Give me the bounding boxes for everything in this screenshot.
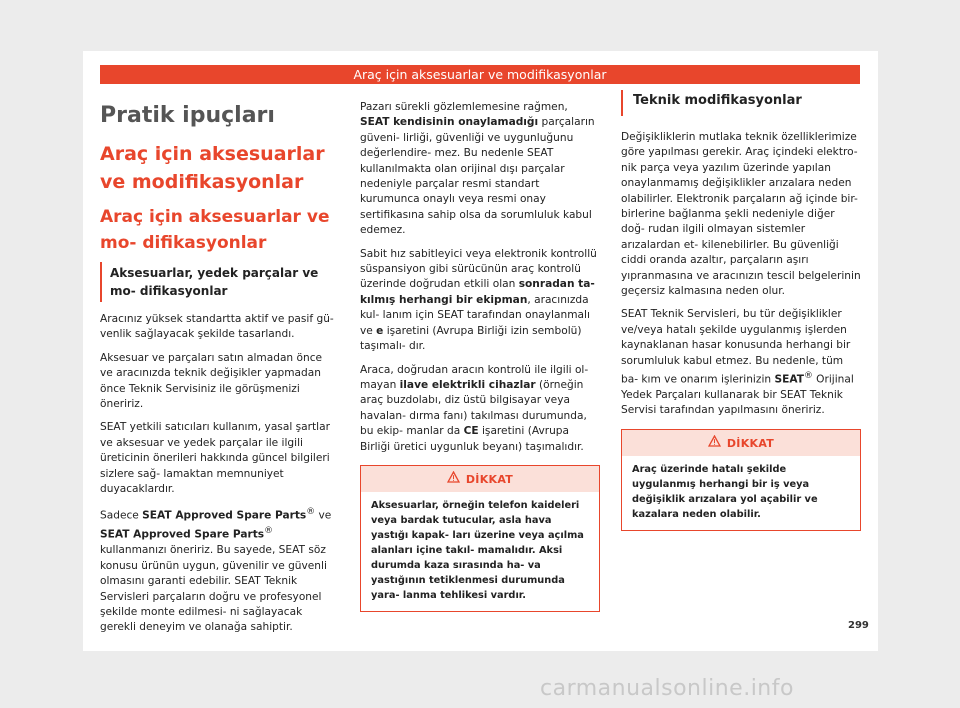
warning-box: [621, 429, 861, 531]
warning-triangle-icon: [447, 471, 460, 487]
paragraph: Değişikliklerin mutlaka teknik özelliklerimize göre yapılması gerekir. Araç içindeki elektro- nik parça veya yazılım üzerinde yapılan onaylanmamış değişiklikler arızalara neden olabilirler. Elektronik parçaların ağ içinde bir- birlerine bağlanma şekli nedeniyle diğer doğ- rudan ilgili olmayan sistemler arızalardan et- kilenebilirler. Bu güvenliği ciddi oranda azaltır, parçaların aşırı yıpranmasına ve aracınızın tescil belgelerinin geçersiz kalmasına neden olur.: [621, 131, 861, 298]
chapter-title: Araç için aksesuarlar ve modifikasyonlar: [353, 67, 607, 82]
page-number: 299: [848, 620, 869, 631]
paragraph: SEAT Teknik Servisleri, bu tür değişiklikler ve/veya hatalı şekilde uygulanmış işlerden kaynaklanan hasar konusunda herhangi bir sorumluluk kabul etmez. Bu nedenle, tüm ba- kım ve onarım işlerinizin SEAT® Orijinal Yedek Parçaları kullanarak bir SEAT Teknik Servisi tarafından yapılmasını öneririz.: [621, 308, 854, 417]
warning-title: DİKKAT: [726, 436, 775, 450]
topic-heading-spare-parts: Aksesuarlar, yedek parçalar ve mo- difikasyonlar: [100, 262, 338, 302]
warning-box: [360, 465, 600, 612]
paragraph: Sabit hız sabitleyici veya elektronik kontrollü süspansiyon gibi sürücünün araç kontrolü üzerinde doğrudan etkili olan sonradan ta- kılmış herhangi bir ekipman, aracınızda kul- lanım için SEAT tarafından onaylanmalı ve e işaretini (Avrupa Birliği izin sembolü) taşımalı- dır.: [360, 247, 597, 353]
warning-text: Araç üzerinde hatalı şekilde uygulanmış herhangi bir iş veya değişiklik arızalara yol açabilir ve kazalara neden olabilir.: [632, 464, 818, 521]
warning-text: Aksesuarlar, örneğin telefon kaideleri veya bardak tutucular, asla hava yastığı kapak- ları üzerine veya açılma alanları içine takıl- mamalıdır. Aksi durumda kaza sırasında ha- va yastığının tetiklenmesi durumunda yara- lanma tehlikesi vardır.: [371, 500, 584, 602]
warning-triangle-icon: [708, 435, 721, 451]
column-middle: [360, 100, 600, 612]
paragraph: Araca, doğrudan aracın kontrolü ile ilgili ol- mayan ilave elektrikli cihazlar (örneğin araç buzdolabı, diz üstü bilgisayar veya havalan- dırma fanı) takılması durumunda, bu ekip- manlar da CE işaretini (Avrupa Birliği üretici uygunluk beyanı) taşımalıdır.: [360, 363, 589, 453]
section-heading-accessories: Araç için aksesuarlar ve modifikasyonlar: [100, 143, 325, 193]
chapter-header: [100, 65, 860, 84]
column-right: [621, 90, 861, 531]
section-heading-technical-modifications: Teknik modifikasyonlar: [621, 90, 861, 116]
warning-header: [622, 430, 860, 456]
section-heading-tips: Pratik ipuçları: [100, 103, 275, 128]
warning-title: DİKKAT: [465, 472, 514, 486]
paragraph: Aracınız yüksek standartta aktif ve pasif gü- venlik sağlayacak şekilde tasarlandı.: [100, 313, 334, 341]
watermark: carmanualsonline.info: [540, 676, 794, 701]
paragraph: Sadece SEAT Approved Spare Parts® ve SEAT Approved Spare Parts® kullanmanızı öneririz. Bu sayede, SEAT söz konusu ürünün uygun, güvenilir ve güvenli olmasını garanti edebilir. SEAT Teknik Servisleri parçaların doğru ve profesyonel şekilde monte edilmesi- ni sağlayacak gerekli deneyim ve olanağa sahiptir.: [100, 507, 332, 634]
warning-header: [361, 466, 599, 492]
paragraph: Pazarı sürekli gözlemlemesine rağmen, SEAT kendisinin onaylamadığı parçaların güveni- lirliği, güvenliği ve uygunluğunu değerlendire- mez. Bu nedenle SEAT kullanılmakta olan orijinal dışı parçalar nedeniyle parçalar resmi standart kurumunca onaylı veya resmi onay sertifikasına sahip olsa da sorumluluk kabul edemez.: [360, 101, 595, 237]
subsection-heading-accessories: Araç için aksesuarlar ve mo- difikasyonlar: [100, 207, 330, 253]
paragraph: Aksesuar ve parçaları satın almadan önce ve aracınızda teknik değişikler yapmadan önce Teknik Servisiniz ile görüşmenizi öneririz.: [100, 351, 323, 411]
column-left: [100, 100, 338, 644]
paragraph: SEAT yetkili satıcıları kullanım, yasal şartlar ve aksesuar ve yedek parçalar ile ilgili üreticinin önerileri hakkında güncel bilgileri sizlere sağ- lamaktan memnuniyet duyacaklardır.: [100, 421, 330, 496]
